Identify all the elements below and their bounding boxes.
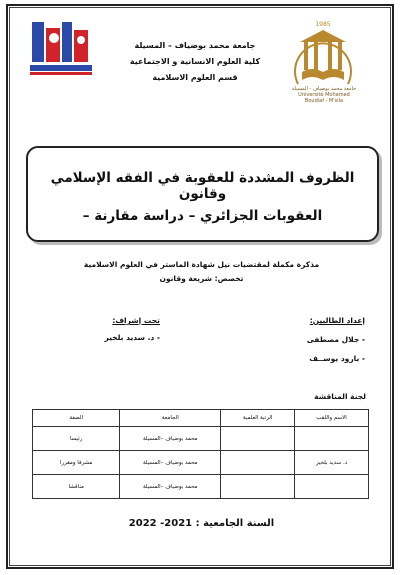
- specialization: تخصص: شريعة وقانون: [159, 274, 244, 283]
- student-name-1: - جلال مصطفى: [306, 335, 365, 344]
- cell-role: مناقشا: [33, 475, 120, 499]
- supervisor-heading: تحت إشراف:: [112, 316, 160, 325]
- committee-header-row: [33, 410, 369, 427]
- committee-table: [32, 409, 369, 499]
- department-name: قسم العلوم الاسلامية: [152, 73, 238, 82]
- degree-statement: مذكرة مكملة لمقتضيات نيل شهادة الماستر في العلوم الاسلامية: [83, 260, 320, 269]
- supervisor-name: - د. سديد بلخير: [104, 333, 160, 342]
- cell-rank: [221, 427, 295, 451]
- faculty-logo-icon: [26, 18, 96, 80]
- thesis-title-box: [26, 146, 379, 242]
- cell-university: محمد بوضياف –المسيلة: [120, 475, 221, 499]
- cell-university: محمد بوضياف –المسيلة: [120, 427, 221, 451]
- table-row: [33, 427, 369, 451]
- institution-header: [110, 38, 280, 86]
- student-name-2: - بارود يوســف: [309, 354, 365, 363]
- cell-university: محمد بوضياف –المسيلة: [120, 451, 221, 475]
- cell-name: [295, 475, 369, 499]
- cell-rank: [221, 475, 295, 499]
- table-row: [33, 475, 369, 499]
- academic-year: السنة الجامعية : 2021- 2022: [128, 518, 275, 529]
- committee-label: لجنة المناقشة: [314, 392, 366, 401]
- thesis-title-line1: الظروف المشددة للعقوبة في الفقه الإسلامي وقانون: [50, 170, 355, 202]
- col-header-university: الجامعة: [120, 410, 221, 427]
- logo-caption-fr: Université Mohamed Boudiaf - M'sila: [298, 92, 350, 104]
- thesis-subtitle: [40, 258, 363, 286]
- thesis-title-line2: العقوبات الجزائري – دراسة مقارنة –: [82, 208, 323, 224]
- cell-role: مشرفا ومقررا: [33, 451, 120, 475]
- cell-rank: [221, 451, 295, 475]
- table-row: [33, 451, 369, 475]
- col-header-rank: الرتبة العلمية: [221, 410, 295, 427]
- faculty-name: كلية العلوم الانسانية و الاجتماعية: [129, 57, 261, 66]
- students-block: [245, 316, 365, 363]
- logo-year: 1985: [315, 21, 331, 28]
- col-header-role: الصفة: [33, 410, 120, 427]
- cell-name: [295, 427, 369, 451]
- cell-name: د. سديد بلخير: [295, 451, 369, 475]
- logo-caption-ar: جامعة محمد بوضياف - المسيلة: [291, 86, 357, 92]
- col-header-name: الاسم واللقب: [295, 410, 369, 427]
- students-heading: إعداد الطالبين:: [309, 316, 365, 325]
- cell-role: رئيسا: [33, 427, 120, 451]
- university-logo-caption: [288, 86, 360, 104]
- university-name: جامعة محمد بوضياف – المسيلة: [134, 41, 256, 50]
- supervisor-block: [50, 316, 160, 342]
